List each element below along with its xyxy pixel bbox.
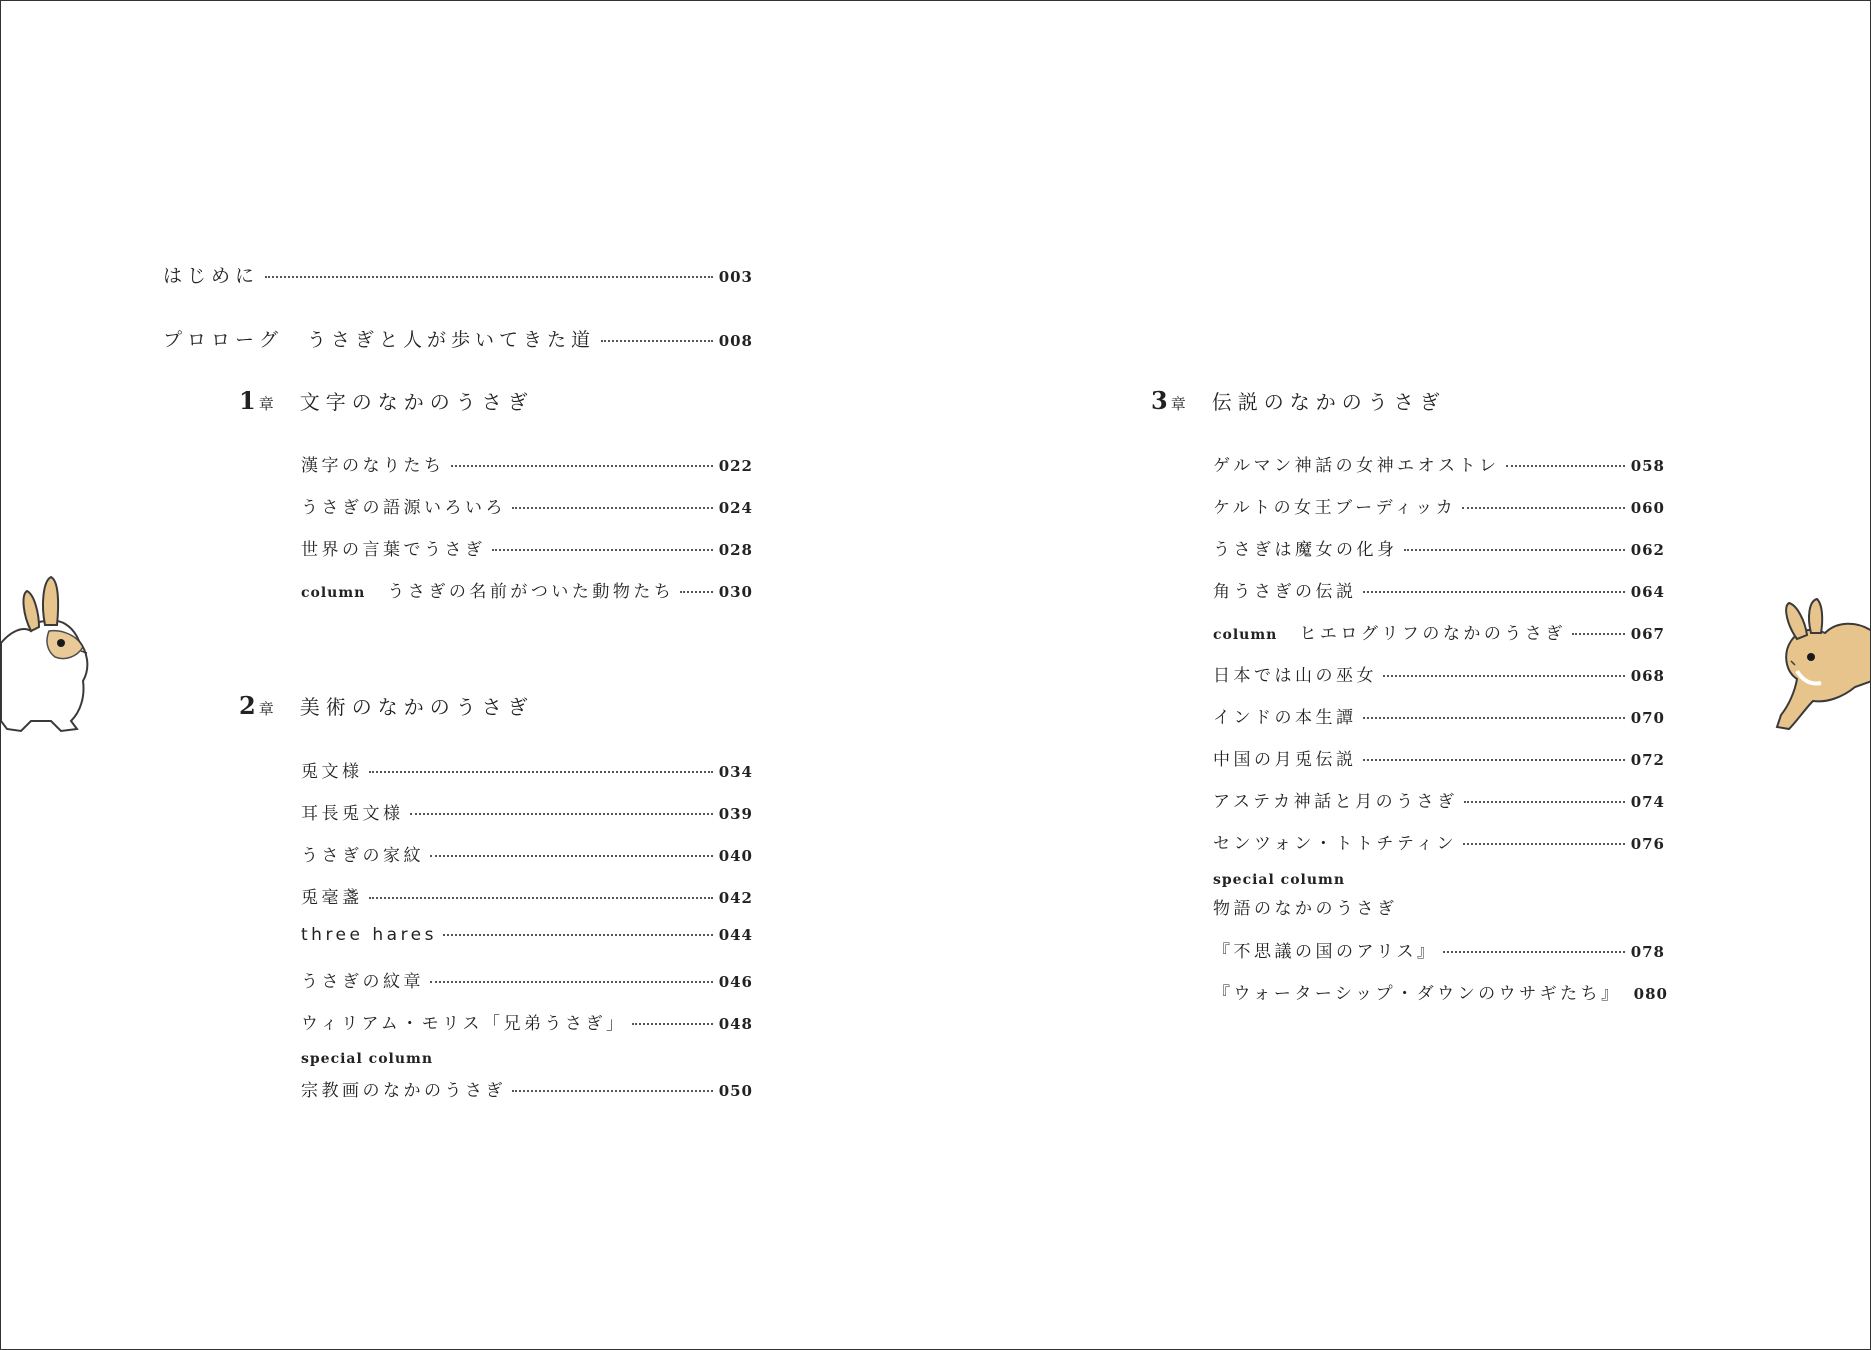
toc-page-number: 074 [1630, 793, 1665, 811]
toc-entry-label: 宗教画のなかのうさぎ [301, 1081, 506, 1101]
chapter-3-heading [1151, 386, 1446, 415]
toc-entry[interactable] [301, 799, 753, 824]
toc-entry-introduction[interactable] [163, 261, 753, 288]
toc-entry[interactable] [301, 451, 753, 476]
toc-page-number: 050 [718, 1082, 753, 1100]
leader-dots [1463, 843, 1625, 845]
toc-entry[interactable] [301, 535, 753, 560]
toc-page-number: 034 [718, 763, 753, 781]
toc-page-number: 078 [1630, 943, 1665, 961]
toc-page-number: 064 [1630, 583, 1665, 601]
toc-entry-label: センツォン・トトチティン [1213, 834, 1457, 854]
leader-dots [1363, 717, 1625, 719]
leader-dots [369, 897, 713, 899]
leader-dots [430, 981, 713, 983]
toc-page-number: 062 [1630, 541, 1665, 559]
toc-page-number: 030 [718, 583, 753, 601]
toc-page-number: 072 [1630, 751, 1665, 769]
leader-dots [1363, 591, 1625, 593]
toc-entry-label: 耳長兎文様 [301, 804, 404, 824]
chapter-number: 2 [239, 691, 256, 720]
toc-page-number: 028 [718, 541, 753, 559]
chapter-suffix: 章 [258, 395, 274, 413]
toc-entry[interactable] [1213, 493, 1665, 518]
toc-entry-label: 角うさぎの伝説 [1213, 582, 1357, 602]
toc-page-number: 058 [1630, 457, 1665, 475]
toc-entry-prologue[interactable] [163, 325, 753, 352]
toc-page-number: 039 [718, 805, 753, 823]
toc-page-number: 070 [1630, 709, 1665, 727]
chapter-2-heading [239, 691, 534, 720]
toc-entry[interactable] [301, 757, 753, 782]
toc-entry-label: うさぎの紋章 [301, 972, 424, 992]
special-column-title [1213, 894, 1665, 919]
toc-entry-label: ケルトの女王ブーディッカ [1213, 498, 1457, 518]
leader-dots [512, 507, 713, 509]
leader-dots [443, 934, 713, 936]
toc-page-number: 003 [718, 268, 753, 286]
toc-page-number: 042 [718, 889, 753, 907]
toc-entry-label: はじめに [163, 265, 260, 287]
toc-entry-label: プロローグ うさぎと人が歩いてきた道 [163, 329, 596, 351]
toc-entry-label: 『ウォーターシップ・ダウンのウサギたち』 [1213, 984, 1622, 1004]
chapter-suffix: 章 [258, 700, 274, 718]
leader-dots [265, 276, 713, 278]
toc-page-number: 067 [1630, 625, 1665, 643]
toc-entry-label: 漢字のなりたち [301, 456, 445, 476]
toc-entry-special[interactable] [301, 1076, 753, 1101]
column-tag: column [301, 585, 366, 601]
toc-entry-label: 日本では山の巫女 [1213, 666, 1377, 686]
toc-entry-label: 中国の月兎伝説 [1213, 750, 1357, 770]
leader-dots [492, 549, 713, 551]
toc-entry[interactable] [1213, 703, 1665, 728]
toc-page-number: 076 [1630, 835, 1665, 853]
leader-dots [1383, 675, 1625, 677]
toc-entry[interactable] [301, 1009, 753, 1034]
toc-entry[interactable] [301, 493, 753, 518]
rabbit-illustration-left [1, 571, 101, 741]
special-column-tag: special column [301, 1051, 434, 1067]
toc-page-number: 046 [718, 973, 753, 991]
leader-dots [451, 465, 713, 467]
leader-dots [1404, 549, 1625, 551]
toc-entry-label: 物語のなかのうさぎ [1213, 899, 1398, 919]
column-tag: column [1213, 627, 1278, 643]
special-column-tag: special column [1213, 872, 1346, 888]
toc-entry-label: うさぎの語源いろいろ [301, 498, 506, 518]
leader-dots [512, 1090, 713, 1092]
toc-entry-label: 兎文様 [301, 762, 363, 782]
toc-page-number: 080 [1633, 985, 1668, 1003]
toc-entry-special[interactable] [1213, 979, 1668, 1004]
toc-entry[interactable] [301, 967, 753, 992]
toc-page-number: 040 [718, 847, 753, 865]
toc-entry-label: 兎毫盞 [301, 888, 363, 908]
toc-entry[interactable] [1213, 661, 1665, 686]
toc-page-number: 048 [718, 1015, 753, 1033]
toc-entry-label: 『不思議の国のアリス』 [1213, 942, 1438, 962]
leader-dots [1443, 951, 1624, 953]
toc-entry-label: インドの本生譚 [1213, 708, 1357, 728]
toc-page-number: 022 [718, 457, 753, 475]
toc-entry-label: うさぎの名前がついた動物たち [387, 582, 675, 602]
toc-entry-label: ヒエログリフのなかのうさぎ [1299, 624, 1566, 644]
chapter-1-heading [239, 386, 534, 415]
rabbit-illustration-right [1767, 591, 1871, 741]
leader-dots [601, 340, 713, 342]
toc-page-number: 060 [1630, 499, 1665, 517]
toc-entry-label: うさぎの家紋 [301, 846, 424, 866]
toc-entry[interactable] [1213, 745, 1665, 770]
leader-dots [1506, 465, 1625, 467]
toc-entry[interactable] [1213, 829, 1665, 854]
toc-entry-label: 世界の言葉でうさぎ [301, 540, 486, 560]
toc-entry-label: うさぎは魔女の化身 [1213, 540, 1398, 560]
toc-entry[interactable] [301, 925, 753, 945]
leader-dots [410, 813, 713, 815]
toc-page-number: 008 [718, 332, 753, 350]
leader-dots [1572, 633, 1625, 635]
toc-entry[interactable] [1213, 787, 1665, 812]
leader-dots [680, 591, 712, 593]
toc-entry-label: three hares [301, 925, 438, 945]
toc-entry-column[interactable] [1213, 619, 1665, 644]
toc-page-number: 044 [718, 926, 753, 944]
toc-entry-label: ウィリアム・モリス「兄弟うさぎ」 [301, 1014, 627, 1034]
chapter-title: 文字のなかのうさぎ [299, 390, 534, 414]
chapter-title: 美術のなかのうさぎ [299, 695, 534, 719]
leader-dots [632, 1023, 712, 1025]
chapter-number: 3 [1151, 386, 1168, 415]
toc-entry[interactable] [1213, 451, 1665, 476]
toc-entry-special[interactable] [1213, 937, 1665, 962]
toc-entry[interactable] [1213, 535, 1665, 560]
toc-entry-label: ゲルマン神話の女神エオストレ [1213, 456, 1500, 476]
leader-dots [1363, 759, 1625, 761]
toc-entry-label: アステカ神話と月のうさぎ [1213, 792, 1458, 812]
chapter-title: 伝説のなかのうさぎ [1211, 390, 1446, 414]
toc-entry[interactable] [1213, 577, 1665, 602]
leader-dots [369, 771, 713, 773]
toc-entry-column[interactable] [301, 577, 753, 602]
toc-entry[interactable] [301, 841, 753, 866]
leader-dots [1462, 507, 1624, 509]
toc-page-number: 024 [718, 499, 753, 517]
leader-dots [430, 855, 713, 857]
toc-entry[interactable] [301, 883, 753, 908]
leader-dots [1464, 801, 1625, 803]
toc-page-number: 068 [1630, 667, 1665, 685]
chapter-suffix: 章 [1170, 395, 1186, 413]
chapter-number: 1 [239, 386, 256, 415]
